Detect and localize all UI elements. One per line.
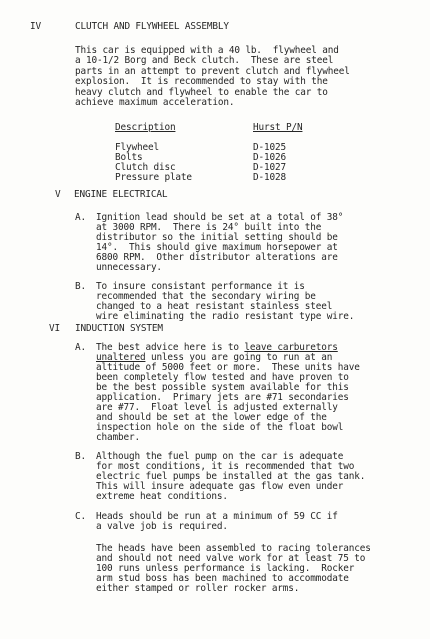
table-cell: D-1026 <box>253 152 286 163</box>
paragraph-line: explosion. It is recommended to stay with the <box>75 76 328 87</box>
item-line: electric fuel pumps be installed at the gas tank. <box>96 471 366 482</box>
table-cell: D-1025 <box>253 142 286 153</box>
item-line: Although the fuel pump on the car is adequate <box>96 451 344 462</box>
item-line: changed to a heat resistant stainless steel <box>96 301 333 312</box>
table-cell: Flywheel <box>115 142 159 153</box>
section-heading: ENGINE ELECTRICAL <box>74 189 168 200</box>
item-line: a valve job is required. <box>96 521 228 532</box>
section-numeral: V <box>55 189 61 200</box>
item-line: distributor so the initial setting should be <box>96 232 338 243</box>
item-line: for most conditions, it is recommended that two <box>96 461 355 472</box>
item-line: either stamped or roller rocker arms. <box>96 583 300 594</box>
item-line: unnecessary. <box>96 262 162 273</box>
paragraph-line: parts in an attempt to prevent clutch and flywheel <box>75 66 350 77</box>
item-line: wire eliminating the radio resistant type wire. <box>96 311 355 322</box>
table-cell: Pressure plate <box>115 172 192 183</box>
table-cell: D-1028 <box>253 172 286 183</box>
underlined-phrase: leave carburetors <box>244 342 338 353</box>
item-line: application. Primary jets are #71 secondaries <box>96 392 349 403</box>
item-line: be the best possible system available for this <box>96 382 349 393</box>
item-line: unaltered unless you are going to run at an <box>96 352 333 363</box>
underlined-phrase: unaltered <box>96 352 146 363</box>
item-line: and should not need valve work for at least 75 to <box>96 553 366 564</box>
section-heading: CLUTCH AND FLYWHEEL ASSEMBLY <box>75 21 229 32</box>
item-line: inspection hole on the side of the float bowl <box>96 422 344 433</box>
item-letter: B. <box>75 451 86 462</box>
item-line: To insure consistant performance it is <box>96 281 305 292</box>
item-line: Heads should be run at a minimum of 59 CC if <box>96 511 338 522</box>
item-line: extreme heat conditions. <box>96 491 228 502</box>
item-line: 100 runs unless performance is lacking. Rocker <box>96 563 355 574</box>
item-letter: A. <box>75 212 86 223</box>
paragraph-line: a 10-1/2 Borg and Beck clutch. These are steel <box>75 55 334 66</box>
item-line: The best advice here is to leave carburetors <box>96 342 338 353</box>
item-line: chamber. <box>96 432 140 443</box>
item-line: arm stud boss has been machined to accommodate <box>96 573 349 584</box>
item-line: altitude of 5000 feet or more. These units have <box>96 362 360 373</box>
section-numeral: IV <box>30 21 41 32</box>
item-letter: C. <box>75 511 86 522</box>
table-header-description: Description <box>115 122 176 133</box>
item-line: at 3000 RPM. There is 24° built into the <box>96 222 322 233</box>
item-line: are #77. Float level is adjusted externally <box>96 402 338 413</box>
paragraph-line: heavy clutch and flywheel to enable the car to <box>75 87 328 98</box>
item-line: recommended that the secondary wiring be <box>96 291 316 302</box>
paragraph-line: achieve maximum acceleration. <box>75 97 235 108</box>
paragraph-line: This car is equipped with a 40 lb. flywheel and <box>75 45 339 56</box>
table-cell: D-1027 <box>253 162 286 173</box>
item-line: been completely flow tested and have proven to <box>96 372 349 383</box>
item-line: Ignition lead should be set at a total of 38° <box>96 212 344 223</box>
item-letter: B. <box>75 281 86 292</box>
item-line: and should be set at the lower edge of the <box>96 412 327 423</box>
section-heading: INDUCTION SYSTEM <box>75 323 163 334</box>
table-cell: Bolts <box>115 152 143 163</box>
item-letter: A. <box>75 342 86 353</box>
item-line: 6800 RPM. Other distributor alterations are <box>96 252 338 263</box>
section-numeral: VI <box>49 323 60 334</box>
table-cell: Clutch disc <box>115 162 176 173</box>
item-line: The heads have been assembled to racing tolerances <box>96 543 371 554</box>
item-line: This will insure adequate gas flow even under <box>96 481 344 492</box>
table-header-part-number: Hurst P/N <box>253 122 303 133</box>
item-line: 14°. This should give maximum horsepower at <box>96 242 338 253</box>
